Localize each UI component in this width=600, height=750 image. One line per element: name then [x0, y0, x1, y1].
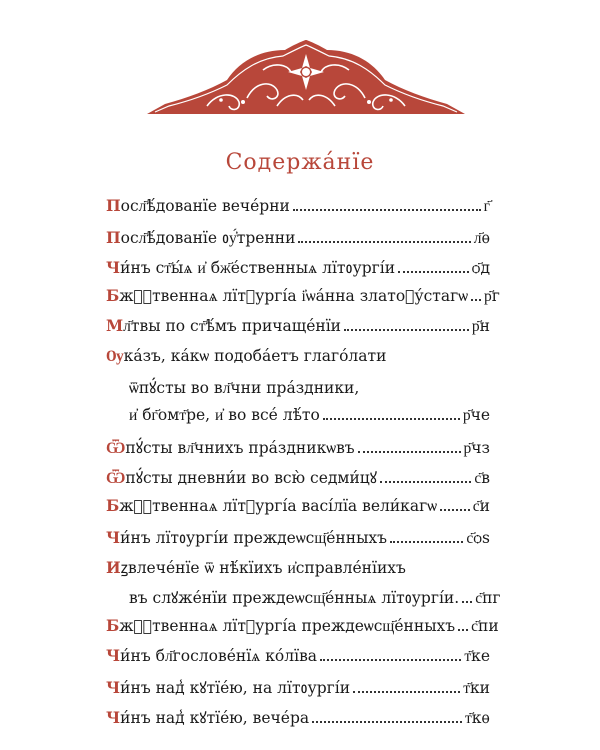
toc-entry[interactable]: [106, 256, 490, 286]
entry-title: и́нъ лїтᲂургі́и преждеѡсщ҃е́нныхъ: [120, 529, 388, 547]
entry-title: пꙋ́сты дневни́и во всю̀ седми́цꙋ: [125, 469, 378, 487]
dot-leader: [298, 241, 470, 243]
toc-entry-text: [106, 556, 406, 578]
dot-leader: [353, 691, 460, 693]
initial-letter: Ѿ: [106, 438, 126, 457]
toc-entry-text: [106, 346, 386, 366]
dot-leader: [320, 659, 461, 661]
toc-entry-text: [106, 196, 290, 216]
initial-letter: П: [106, 228, 121, 247]
toc-entry-text: [106, 256, 395, 278]
initial-letter: Ч: [106, 258, 121, 277]
toc-entry-first-line[interactable]: [106, 556, 490, 586]
initial-letter: Б: [106, 616, 120, 635]
page-number: с҃ѻѕ: [466, 529, 490, 547]
toc-entry-continuation[interactable]: [106, 586, 501, 616]
initial-letter: М: [106, 316, 124, 335]
page-number: р҃чз: [463, 439, 490, 457]
initial-letter: Ѿ: [106, 468, 126, 487]
toc-entry-text: [106, 616, 455, 636]
entry-title: пꙋ́сты вл҃чнихъ пра́здникѡвъ: [125, 439, 355, 457]
toc-entry[interactable]: [106, 676, 490, 706]
toc-entry[interactable]: [106, 196, 490, 226]
dot-leader: [458, 629, 468, 631]
toc-entry[interactable]: [106, 436, 490, 466]
entry-title: жⷭ҇твеннаѧ лїтᲂургі́а і҆ѡа́нна златоᲂу́стагѡ: [119, 287, 469, 305]
initial-letter: П: [106, 196, 121, 215]
dot-leader: [440, 509, 470, 511]
initial-letter: Ч: [106, 708, 121, 727]
page-number: г҃: [483, 197, 490, 215]
dot-leader: [323, 418, 460, 420]
toc-entry-continuation[interactable]: [106, 376, 490, 406]
dot-leader: [398, 271, 469, 273]
entry-title: и́нъ бл҃гослове́нїѧ ко́лїва: [120, 647, 318, 665]
entry-title: осл҃ѣ́дованїе ᲂу҆́тренни: [120, 229, 296, 247]
initial-letter: Ч: [106, 678, 121, 697]
toc-entry[interactable]: [106, 646, 490, 676]
dot-leader: [312, 721, 462, 723]
page-number: р҃че: [462, 406, 490, 424]
toc-entry-text: [129, 376, 359, 398]
toc-entry[interactable]: [106, 226, 490, 256]
initial-letter: И: [106, 558, 121, 577]
page-number: с҃пи: [471, 617, 499, 635]
entry-title: и́нъ ст҃ы́ѧ и҆ бж҃е́ственныѧ лїтᲂургі́и: [120, 259, 396, 277]
initial-letter: Ч: [106, 528, 121, 547]
dot-leader: [344, 329, 469, 331]
toc-entry-text: [106, 286, 468, 306]
entry-title: ꙁвлече́нїе ѿ нѣ́кїихъ и҆справле́нїихъ: [120, 559, 406, 577]
dot-leader: [358, 451, 461, 453]
dot-leader: [390, 541, 463, 543]
toc-entry-text: [106, 436, 355, 458]
page-number: р҃н: [471, 317, 490, 335]
toc-entry[interactable]: [106, 616, 499, 646]
initial-letter: Б: [106, 286, 120, 305]
toc-entry-text: [106, 676, 350, 698]
page-number: т҃ке: [464, 647, 490, 665]
entry-title: жⷭ҇твеннаѧ лїтᲂургі́а преждеѡсщ҃е́нныхъ: [119, 617, 456, 635]
toc-entry-text: [106, 496, 437, 516]
toc-entry[interactable]: [106, 316, 490, 346]
entry-title: жⷭ҇твеннаѧ лїтᲂургі́а васі́лїа вели́кагѡ: [119, 497, 438, 515]
dot-leader: [380, 481, 471, 483]
initial-letter: Ч: [106, 646, 121, 665]
entry-title: и҆ бг҃омт҃ре, и҆ во все́ лѣ́то: [129, 406, 320, 424]
toc-entry-text: [129, 586, 459, 608]
initial-letter: Б: [106, 496, 120, 515]
toc-entry-text: [106, 706, 309, 728]
page-number: с҃и: [472, 497, 490, 515]
toc-entry-text: [106, 646, 317, 666]
toc-entry[interactable]: [106, 496, 490, 526]
toc-entry-text: [106, 316, 341, 336]
page-title: Содержа́нїе: [225, 150, 375, 175]
toc-entry[interactable]: [106, 466, 490, 496]
page-number: ѻ҃д: [471, 259, 490, 277]
page-number: т҃кѳ: [464, 709, 490, 727]
ornament-headpiece: [147, 40, 465, 118]
entry-title: ѿпꙋ́сты во вл҃чни пра́здники,: [129, 379, 360, 397]
dot-leader: [471, 299, 481, 301]
entry-title: въ слꙋже́нїи преждеѡсщ҃е́нныѧ лїтᲂургі́и.: [129, 589, 460, 607]
entry-title: л҃твы по ст҃ѣ́мъ причаще́нїи: [123, 317, 341, 335]
toc-entry-text: [129, 406, 320, 425]
entry-title: и́нъ над̾ кꙋтїе́ю, на лїтᲂургі́и: [120, 679, 351, 697]
entry-title: осл҃ѣ́дованїе вече́рни: [120, 197, 290, 215]
toc-entry[interactable]: [106, 706, 490, 736]
initial-letter: Ѹ: [106, 346, 124, 365]
toc-entry[interactable]: [106, 286, 500, 316]
toc-entry-text: [106, 226, 295, 248]
entry-title: ка́зъ, ка́кѡ подоба́етъ глаго́лати: [123, 347, 387, 365]
dot-leader: [293, 209, 481, 211]
toc-entry-continuation[interactable]: [106, 406, 490, 436]
toc-entry-first-line[interactable]: [106, 346, 490, 376]
toc-entry-text: [106, 526, 387, 548]
page-number: с҃в: [474, 469, 490, 487]
page-number: т҃ки: [463, 679, 490, 697]
page-number: л҃ѳ: [473, 229, 490, 247]
toc-entry-text: [106, 466, 377, 488]
page-number: р҃г: [484, 287, 500, 305]
toc-entry[interactable]: [106, 526, 490, 556]
entry-title: и́нъ над̾ кꙋтїе́ю, вече́ра: [120, 709, 310, 727]
page-number: с҃пг: [475, 589, 501, 607]
table-of-contents: [106, 196, 501, 736]
dot-leader: [462, 601, 472, 603]
